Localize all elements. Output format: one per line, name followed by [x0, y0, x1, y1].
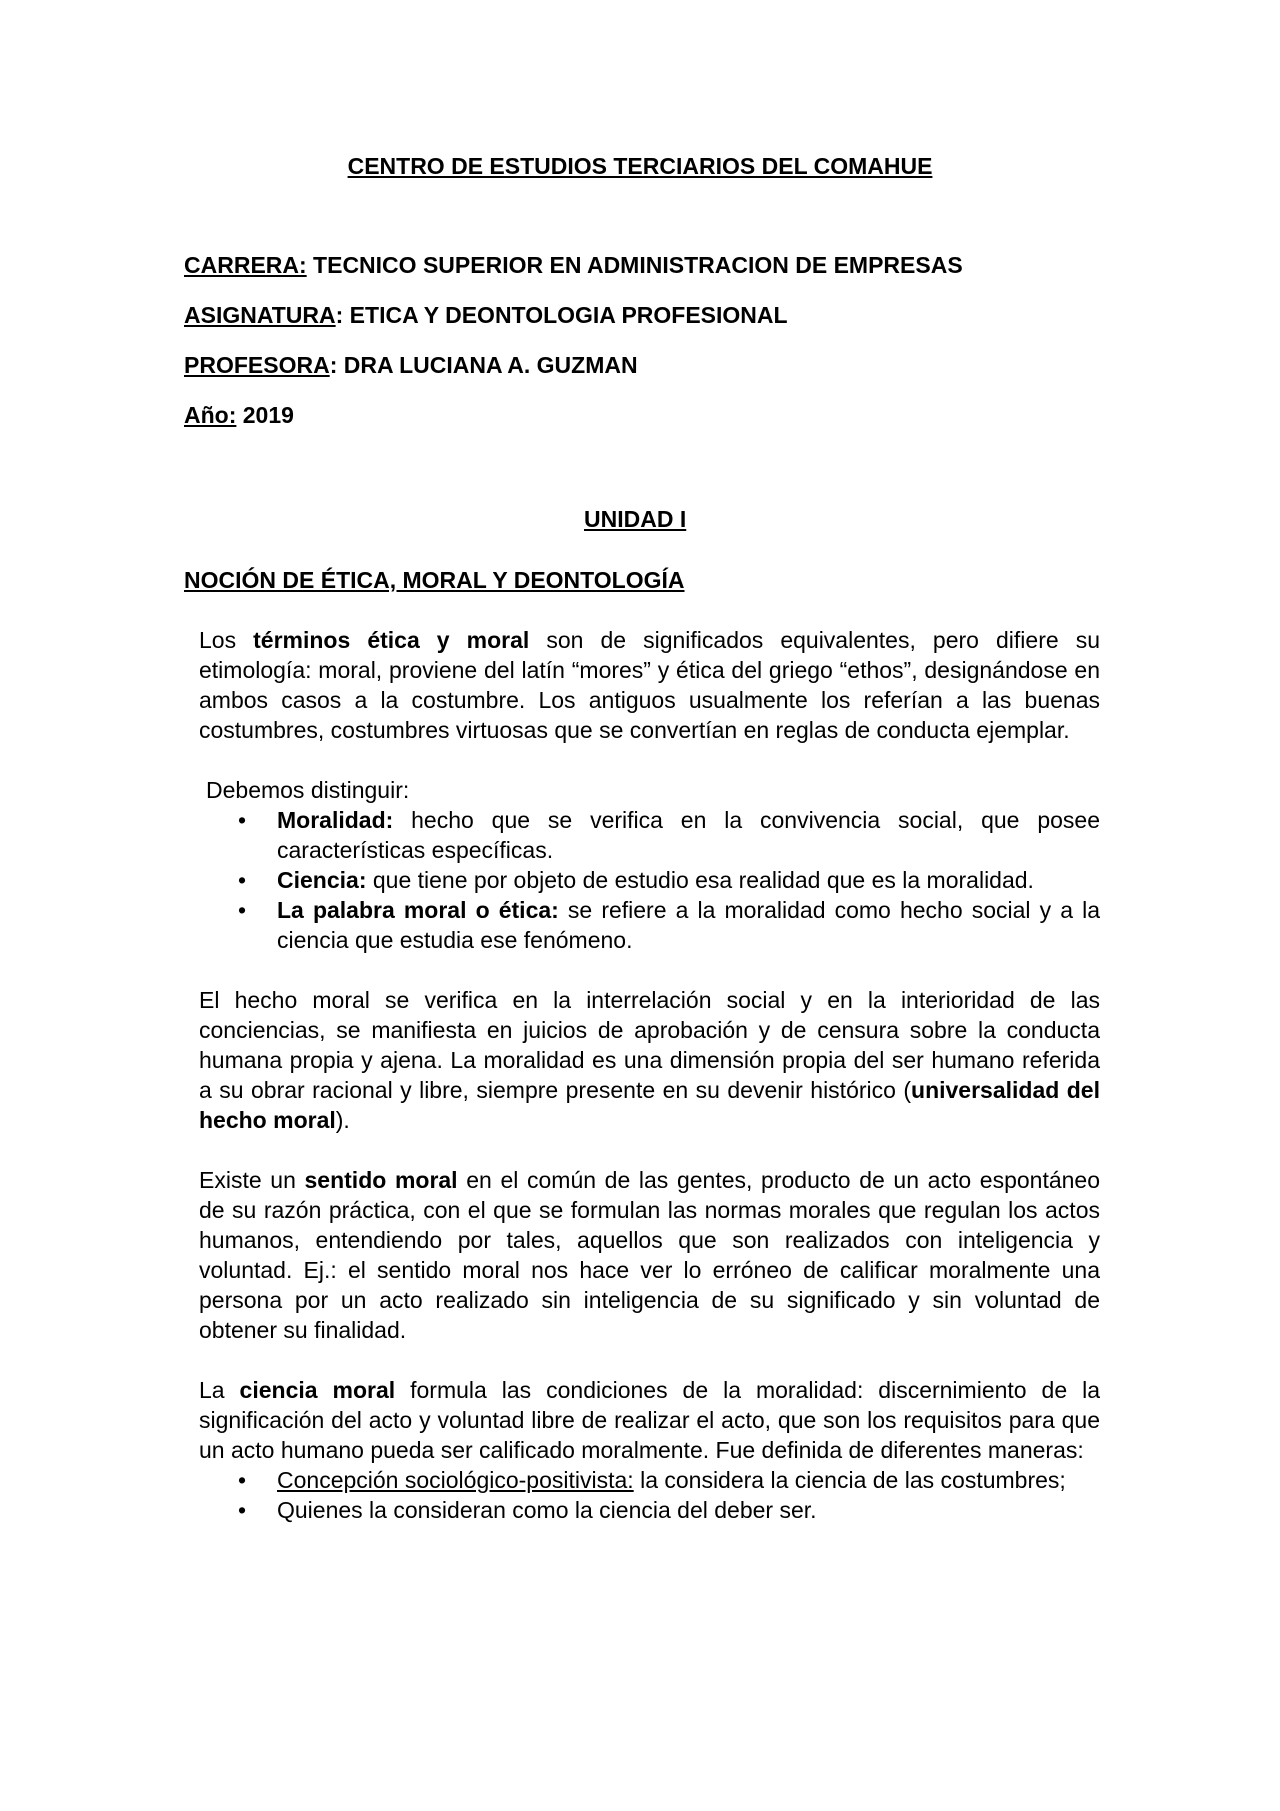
institution-title: CENTRO DE ESTUDIOS TERCIARIOS DEL COMAHUE — [347, 153, 933, 179]
spacer — [199, 1135, 1100, 1165]
p4-bold: ciencia moral — [239, 1377, 396, 1403]
p2-text-a: El hecho moral se verifica en la interrelación social y en la interioridad de las conciencias, se manifiesta en juicios de aprobación y de censura sobre la conducta humana propia y ajena. La moralidad es una dimensión propia del ser humano referida a su obrar racional y libre, siempre presente en su devenir histórico ( — [199, 987, 1100, 1103]
distinguir-intro: Debemos distinguir: — [206, 777, 410, 803]
item-term: Ciencia: — [277, 867, 367, 893]
p3-text-a: Existe un — [199, 1167, 305, 1193]
paragraph-terminos — [199, 625, 1100, 745]
bullet-icon: • — [238, 1467, 247, 1493]
bullet-icon: • — [238, 807, 247, 833]
p3-bold: sentido moral — [304, 1167, 458, 1193]
profesora-value: : DRA LUCIANA A. GUZMAN — [329, 352, 638, 378]
p1-bold: términos ética y moral — [253, 627, 530, 653]
p4-text-a: La — [199, 1377, 240, 1403]
p2-text-c: ). — [335, 1107, 350, 1133]
profesora-line — [184, 352, 638, 379]
carrera-value: TECNICO SUPERIOR EN ADMINISTRACION DE EMPRESAS — [306, 252, 963, 278]
item-text: hecho que se verifica en la convivencia social, que posee características específicas. — [277, 807, 1100, 863]
section-heading: NOCIÓN DE ÉTICA, MORAL Y DEONTOLOGÍA — [184, 567, 685, 593]
bullet-icon: • — [238, 867, 247, 893]
spacer — [199, 955, 1100, 985]
item-term: Moralidad: — [277, 807, 394, 833]
anio-line — [184, 402, 294, 429]
list-item — [238, 895, 1100, 955]
item-text: que tiene por objeto de estudio esa realidad que es la moralidad. — [366, 867, 1034, 893]
unidad-title: UNIDAD I — [584, 506, 687, 532]
anio-label: Año: — [184, 402, 237, 428]
paragraph-hecho-moral — [199, 985, 1100, 1135]
item-underlined: Concepción sociológico-positivista: — [277, 1467, 634, 1493]
p3-text-c: en el común de las gentes, producto de un acto espontáneo de su razón práctica, con el que se formulan las normas morales que regulan los actos humanos, entendiendo por tales, aquellos que son realizados con inteligencia y voluntad. Ej.: el sentido moral nos hace ver lo erróneo de calificar moralmente una persona por un acto realizado sin inteligencia de su significado y sin voluntad de obtener su finalidad. — [199, 1167, 1100, 1343]
list-item — [238, 1495, 1100, 1525]
document-body — [199, 625, 1100, 1525]
list-item — [238, 805, 1100, 865]
paragraph-sentido-moral — [199, 1165, 1100, 1345]
p1-text-a: Los — [199, 627, 254, 653]
carrera-label: CARRERA: — [184, 252, 307, 278]
item-term: La palabra moral o ética: — [277, 897, 559, 923]
list-item — [238, 1465, 1100, 1495]
p1-text-c: son de significados equivalentes, pero difiere su etimología: moral, proviene del latín “mores” y ética del griego “ethos”, designándose en ambos casos a la costumbre. Los antiguos usualmente los referían a las buenas costumbres, costumbres virtuosas que se convertían en reglas de conducta ejemplar. — [199, 627, 1100, 743]
bullet-icon: • — [238, 897, 247, 923]
distinguir-list — [199, 805, 1100, 955]
list-item — [238, 865, 1100, 895]
item-text: Quienes la consideran como la ciencia del deber ser. — [277, 1497, 817, 1523]
p2-bold: universalidad del hecho moral — [199, 1077, 1100, 1133]
paragraph-ciencia-moral — [199, 1375, 1100, 1465]
asignatura-label: ASIGNATURA — [184, 302, 336, 328]
p4-text-c: formula las condiciones de la moralidad: discernimiento de la significación del acto y voluntad libre de realizar el acto, que son los requisitos para que un acto humano pueda ser calificado moralmente. Fue definida de diferentes maneras: — [199, 1377, 1100, 1463]
asignatura-line — [184, 302, 788, 329]
item-text: la considera la ciencia de las costumbres; — [633, 1467, 1066, 1493]
item-text: se refiere a la moralidad como hecho social y a la ciencia que estudia ese fenómeno. — [277, 897, 1100, 953]
carrera-line — [184, 252, 963, 279]
spacer — [199, 745, 1100, 775]
asignatura-value: : ETICA Y DEONTOLOGIA PROFESIONAL — [335, 302, 788, 328]
spacer — [199, 1345, 1100, 1375]
maneras-list — [199, 1465, 1100, 1525]
profesora-label: PROFESORA — [184, 352, 330, 378]
anio-value: 2019 — [236, 402, 294, 428]
bullet-icon: • — [238, 1497, 247, 1523]
